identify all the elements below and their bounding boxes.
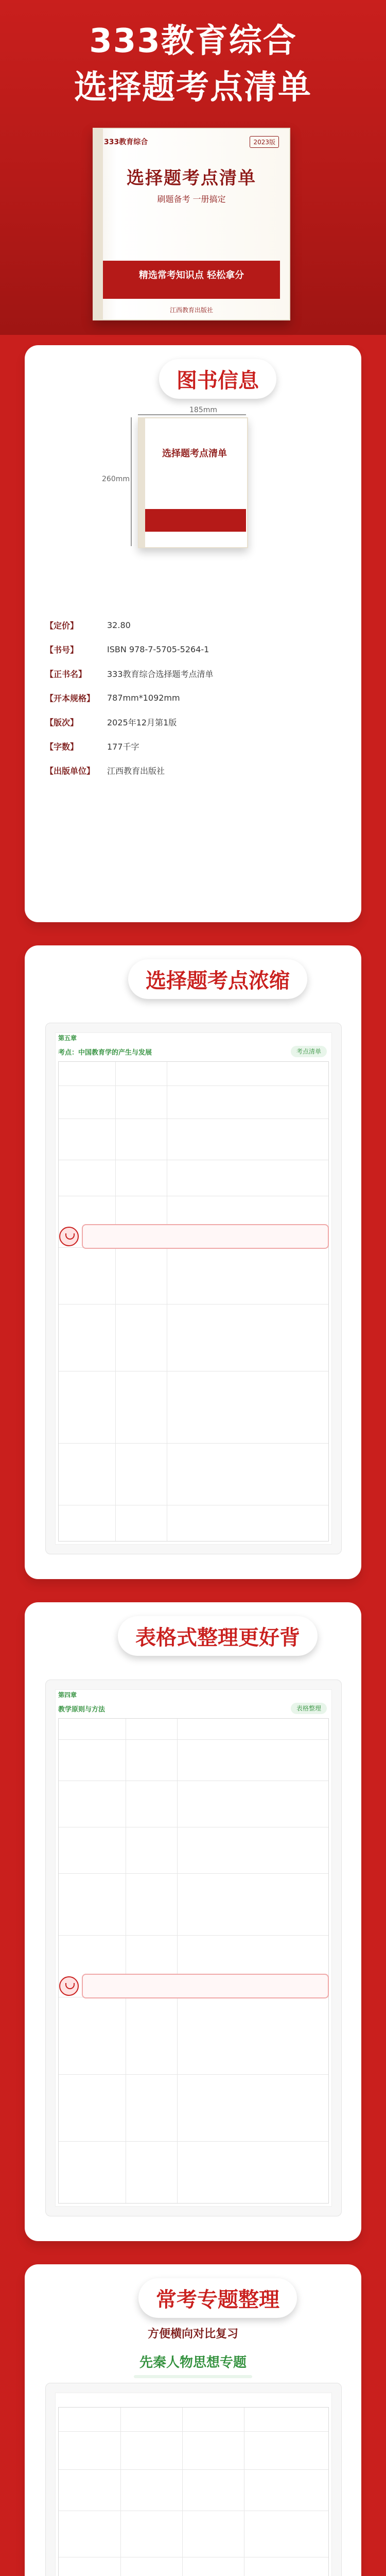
page-header-left: 第五章 [58, 1034, 77, 1042]
table-col [182, 2408, 183, 2576]
table-row [59, 2469, 328, 2470]
book-info-row [45, 662, 341, 686]
book-height-label: 260mm [102, 475, 130, 483]
book-info-key: 【版次】 [45, 717, 79, 727]
page-stamp: 考点清单 [291, 1046, 327, 1057]
book-info-figure [102, 406, 284, 562]
subhead-underline [134, 2375, 252, 2378]
book-info-value: 32.80 [107, 620, 131, 630]
page-header [58, 1689, 329, 1700]
book-info-key: 【正书名】 [45, 669, 87, 679]
book-name: 选择题考点清单 [127, 168, 256, 189]
table-row [59, 2431, 328, 2432]
table-row [59, 1443, 328, 1444]
book-info-value: ISBN 978-7-5705-5264-1 [107, 644, 209, 654]
hero-title-line-1: 333教育综合 [89, 22, 297, 60]
book-info-key: 【开本规格】 [45, 693, 95, 703]
mini-title: 选择题考点清单 [162, 448, 227, 459]
page-section-title: 教学原则与方法 [58, 1706, 106, 1714]
table-col [115, 1062, 116, 1541]
section-3-card [25, 2264, 361, 2576]
mascot-icon [59, 1976, 79, 1996]
book-series: 333教育综合 [104, 138, 148, 146]
section-1-banner [25, 951, 386, 1007]
table-row [59, 1118, 328, 1119]
page-table [58, 1718, 329, 2204]
book-info-value: 2025年12月第1版 [107, 717, 177, 727]
book-width-label: 185mm [189, 406, 217, 414]
page-table [58, 1061, 329, 1541]
book-publisher: 江西教育出版社 [169, 307, 213, 314]
section-2-title: 表格式整理更好背 [118, 1616, 318, 1656]
book-width-line [138, 414, 246, 415]
page-header [58, 1032, 329, 1043]
book-info-banner [25, 350, 386, 407]
section-3-banner [25, 2269, 386, 2326]
table-row [59, 2141, 328, 2142]
table-row [59, 1873, 328, 1874]
subhead-1-text: 先秦人物思想专题 [139, 2355, 247, 2370]
book-info-title: 图书信息 [159, 359, 276, 399]
book-info-row [45, 637, 341, 662]
hero [0, 0, 386, 335]
topic-1-screenshot [45, 2383, 342, 2576]
section-3-tagline: 方便横向对比复习 [147, 2328, 238, 2341]
table-col [120, 2408, 121, 2576]
table-row [59, 1739, 328, 1740]
table-row [59, 2074, 328, 2075]
mascot-icon [59, 1227, 79, 1246]
book-edition-tag: 2023版 [250, 136, 279, 148]
section-1-screenshot [45, 1023, 342, 1554]
book-spine [94, 129, 103, 319]
book-info-value: 177千字 [107, 741, 139, 752]
book-info-key: 【定价】 [45, 620, 79, 631]
book-info-row [45, 710, 341, 734]
book-slogan: 精选常考知识点 轻松拿分 [138, 270, 244, 281]
tip-box [82, 1974, 329, 1998]
book-info-row [45, 734, 341, 758]
section-1-card [25, 945, 361, 1579]
section-2-screenshot [45, 1680, 342, 2216]
book-info-cover [138, 417, 248, 548]
book-info-value: 江西教育出版社 [107, 766, 165, 776]
hero-title [0, 20, 386, 109]
page-section-title: 考点：中国教育学的产生与发展 [58, 1049, 152, 1057]
book-info-card [25, 345, 361, 922]
book-subtitle: 刷题备考 一册搞定 [157, 194, 226, 204]
book-info-key: 【出版单位】 [45, 766, 95, 776]
book-info-value: 787mm*1092mm [107, 692, 180, 703]
hero-title-line-2: 选择题考点清单 [74, 69, 312, 107]
section-2-card [25, 1602, 361, 2241]
table-col [177, 1719, 178, 2203]
page-stamp: 表格整理 [291, 1703, 327, 1714]
section-3-title: 常考专题整理 [138, 2278, 297, 2318]
hero-book-cover [57, 118, 329, 325]
book-band [103, 261, 280, 299]
subhead-1 [25, 2352, 361, 2378]
tip-box [82, 1224, 329, 1249]
section-2-banner [25, 1607, 386, 1664]
book-height-line [131, 417, 132, 546]
page-table [58, 2407, 329, 2576]
book-cover-image [93, 128, 290, 320]
book-info-value: 333教育综合选择题考点清单 [107, 669, 214, 679]
book-top-row [104, 136, 279, 147]
table-row [59, 1935, 328, 1936]
book-info-row [45, 758, 341, 783]
book-info-row [45, 613, 341, 637]
book-info-key: 【书号】 [45, 645, 79, 655]
page-header-left: 第四章 [58, 1691, 77, 1699]
book-info-row [45, 686, 341, 710]
book-info-list [45, 613, 341, 783]
section-1-title: 选择题考点浓缩 [128, 959, 307, 999]
mini-spine [139, 418, 145, 547]
mini-band [145, 509, 246, 532]
book-info-key: 【字数】 [45, 741, 79, 752]
